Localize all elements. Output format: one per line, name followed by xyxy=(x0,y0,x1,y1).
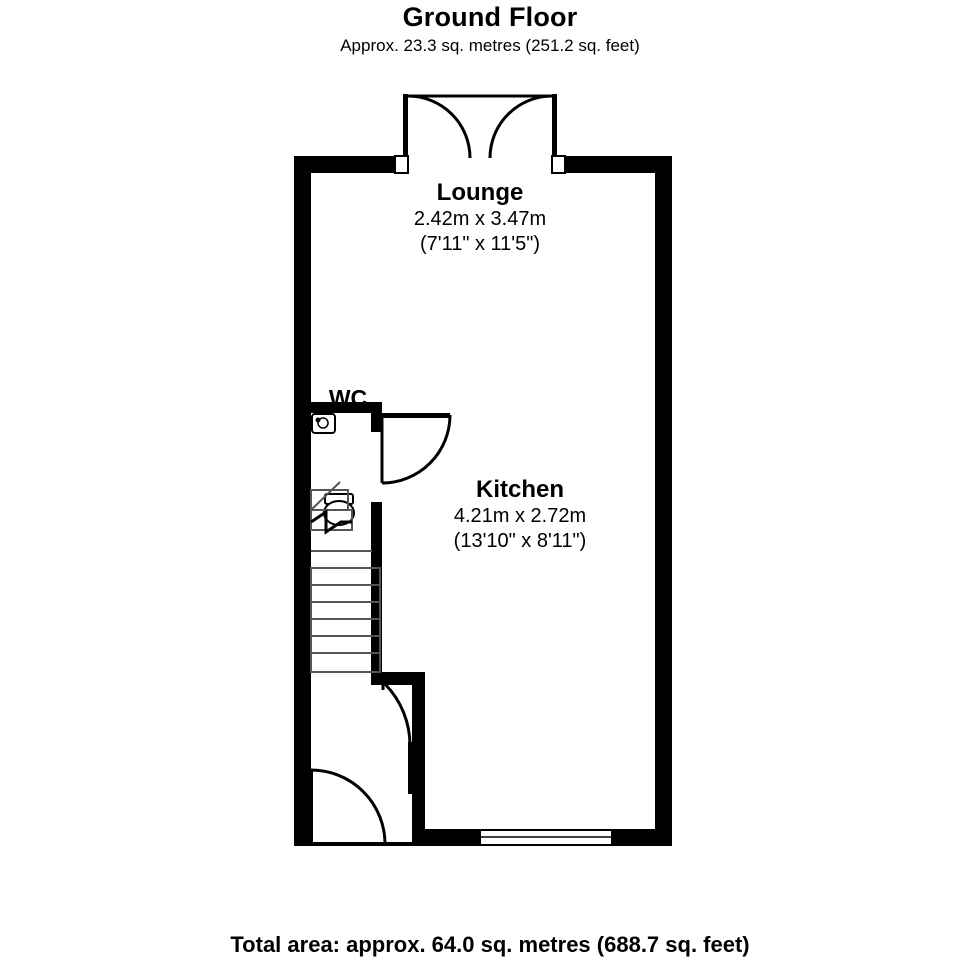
room-name-wc: WC xyxy=(328,385,368,411)
wc-door xyxy=(382,413,450,483)
room-label-kitchen xyxy=(370,475,670,553)
front-door xyxy=(308,770,385,844)
room-name-lounge: Lounge xyxy=(436,179,524,206)
kitchen-door-leaf xyxy=(408,742,413,794)
wall-top-right xyxy=(553,156,672,173)
page-subtitle: Approx. 23.3 sq. metres (251.2 sq. feet) xyxy=(340,36,640,55)
page-title: Ground Floor xyxy=(402,2,578,32)
wc-door-arc xyxy=(382,415,450,483)
kitchen-window xyxy=(480,830,612,845)
wall-left xyxy=(294,156,311,846)
room-dim-metric-lounge: 2.42m x 3.47m xyxy=(413,208,547,231)
kitchen-door-arc xyxy=(385,684,410,746)
double-door-arc-left xyxy=(408,96,470,158)
kitchen-door xyxy=(383,684,413,794)
basin-icon xyxy=(312,414,335,433)
front-door-leaf xyxy=(308,770,313,844)
room-label-lounge xyxy=(330,178,630,256)
double-door-arc-right xyxy=(490,96,552,158)
wall-hall-front-right xyxy=(412,684,425,846)
total-area-text: Total area: approx. 64.0 sq. metres (688.7 sq. feet) xyxy=(230,932,750,957)
room-name-kitchen: Kitchen xyxy=(475,476,564,503)
double-door-leaf-right xyxy=(552,94,557,156)
room-dim-imperial-kitchen: (13'10" x 8'11") xyxy=(453,529,587,552)
front-door-threshold xyxy=(308,842,425,846)
wall-bottom-left xyxy=(294,829,308,846)
internal-walls xyxy=(294,402,425,846)
double-door xyxy=(395,94,565,173)
room-dim-metric-kitchen: 4.21m x 2.72m xyxy=(453,505,587,528)
wall-hall-kitchen-threshold xyxy=(371,672,425,685)
double-door-frame-left xyxy=(395,156,408,173)
room-dim-imperial-lounge: (7'11" x 11'5") xyxy=(419,232,541,255)
double-door-leaf-left xyxy=(403,94,408,156)
double-door-frame-right xyxy=(552,156,565,173)
wall-top-left xyxy=(294,156,407,173)
front-door-arc xyxy=(311,770,385,844)
wc-door-leaf xyxy=(382,413,450,418)
room-label-wc xyxy=(288,384,408,412)
